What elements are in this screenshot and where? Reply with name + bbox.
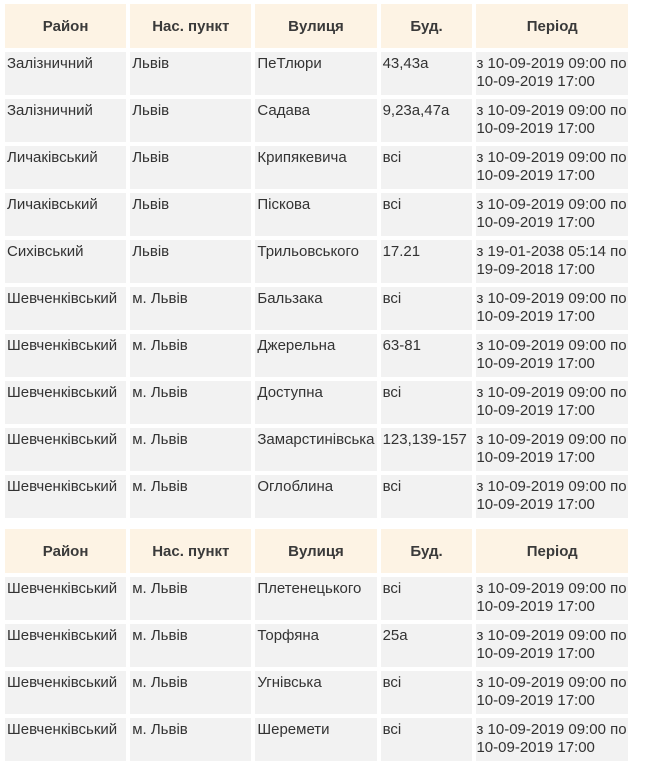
building-cell: всі [381, 475, 473, 518]
column-header-district: Район [5, 4, 126, 48]
locality-cell: м. Львів [130, 624, 251, 667]
period-cell: з 10-09-2019 09:00 по 10-09-2019 17:00 [476, 193, 628, 236]
table-row [5, 718, 628, 761]
building-cell: 25а [381, 624, 473, 667]
outage-table-2 [1, 525, 632, 765]
table-row [5, 475, 628, 518]
district-cell: Шевченківський [5, 718, 126, 761]
street-cell: ПеТлюри [255, 52, 376, 95]
table-row [5, 624, 628, 667]
locality-cell: Львів [130, 146, 251, 189]
street-cell: Шеремети [255, 718, 376, 761]
building-cell: 123,139-157 [381, 428, 473, 471]
building-cell: 17.21 [381, 240, 473, 283]
building-cell: всі [381, 381, 473, 424]
street-cell: Крипякевича [255, 146, 376, 189]
district-cell: Шевченківський [5, 287, 126, 330]
district-cell: Шевченківський [5, 624, 126, 667]
street-cell: Трильовського [255, 240, 376, 283]
street-cell: Садава [255, 99, 376, 142]
district-cell: Личаківський [5, 193, 126, 236]
building-cell: всі [381, 193, 473, 236]
column-header-locality: Нас. пункт [130, 4, 251, 48]
street-cell: Замарстинівська [255, 428, 376, 471]
district-cell: Залізничний [5, 99, 126, 142]
period-cell: з 10-09-2019 09:00 по 10-09-2019 17:00 [476, 287, 628, 330]
locality-cell: м. Львів [130, 577, 251, 620]
table-row [5, 99, 628, 142]
street-cell: Торфяна [255, 624, 376, 667]
table-header-row [5, 529, 628, 573]
locality-cell: Львів [130, 52, 251, 95]
period-cell: з 10-09-2019 09:00 по 10-09-2019 17:00 [476, 99, 628, 142]
building-cell: 43,43а [381, 52, 473, 95]
locality-cell: м. Львів [130, 475, 251, 518]
table-row [5, 146, 628, 189]
building-cell: всі [381, 146, 473, 189]
street-cell: Доступна [255, 381, 376, 424]
period-cell: з 10-09-2019 09:00 по 10-09-2019 17:00 [476, 146, 628, 189]
table-header-row [5, 4, 628, 48]
column-header-locality: Нас. пункт [130, 529, 251, 573]
district-cell: Личаківський [5, 146, 126, 189]
building-cell: всі [381, 718, 473, 761]
column-header-period: Період [476, 529, 628, 573]
building-cell: 9,23а,47а [381, 99, 473, 142]
street-cell: Бальзака [255, 287, 376, 330]
table-row [5, 193, 628, 236]
building-cell: всі [381, 671, 473, 714]
building-cell: всі [381, 287, 473, 330]
table-row [5, 671, 628, 714]
period-cell: з 10-09-2019 09:00 по 10-09-2019 17:00 [476, 381, 628, 424]
locality-cell: Львів [130, 240, 251, 283]
locality-cell: Львів [130, 99, 251, 142]
street-cell: Піскова [255, 193, 376, 236]
table-row [5, 428, 628, 471]
table-row [5, 334, 628, 377]
period-cell: з 10-09-2019 09:00 по 10-09-2019 17:00 [476, 718, 628, 761]
table-row [5, 577, 628, 620]
period-cell: з 10-09-2019 09:00 по 10-09-2019 17:00 [476, 475, 628, 518]
table-row [5, 381, 628, 424]
district-cell: Сихівський [5, 240, 126, 283]
street-cell: Джерельна [255, 334, 376, 377]
column-header-period: Період [476, 4, 628, 48]
district-cell: Шевченківський [5, 334, 126, 377]
locality-cell: м. Львів [130, 287, 251, 330]
column-header-building: Буд. [381, 529, 473, 573]
table-row [5, 240, 628, 283]
period-cell: з 10-09-2019 09:00 по 10-09-2019 17:00 [476, 428, 628, 471]
locality-cell: м. Львів [130, 334, 251, 377]
period-cell: з 10-09-2019 09:00 по 10-09-2019 17:00 [476, 52, 628, 95]
period-cell: з 10-09-2019 09:00 по 10-09-2019 17:00 [476, 334, 628, 377]
period-cell: з 10-09-2019 09:00 по 10-09-2019 17:00 [476, 671, 628, 714]
outage-table-1 [1, 0, 632, 522]
period-cell: з 10-09-2019 09:00 по 10-09-2019 17:00 [476, 577, 628, 620]
street-cell: Плетенецького [255, 577, 376, 620]
locality-cell: м. Львів [130, 381, 251, 424]
district-cell: Шевченківський [5, 671, 126, 714]
district-cell: Шевченківський [5, 475, 126, 518]
period-cell: з 10-09-2019 09:00 по 10-09-2019 17:00 [476, 624, 628, 667]
district-cell: Шевченківський [5, 381, 126, 424]
locality-cell: м. Львів [130, 428, 251, 471]
table-row [5, 52, 628, 95]
column-header-street: Вулиця [255, 529, 376, 573]
district-cell: Шевченківський [5, 577, 126, 620]
period-cell: з 19-01-2038 05:14 по 19-09-2018 17:00 [476, 240, 628, 283]
table-row [5, 287, 628, 330]
street-cell: Угнівська [255, 671, 376, 714]
column-header-street: Вулиця [255, 4, 376, 48]
building-cell: всі [381, 577, 473, 620]
locality-cell: Львів [130, 193, 251, 236]
district-cell: Шевченківський [5, 428, 126, 471]
column-header-building: Буд. [381, 4, 473, 48]
column-header-district: Район [5, 529, 126, 573]
street-cell: Оглоблина [255, 475, 376, 518]
locality-cell: м. Львів [130, 718, 251, 761]
locality-cell: м. Львів [130, 671, 251, 714]
district-cell: Залізничний [5, 52, 126, 95]
building-cell: 63-81 [381, 334, 473, 377]
